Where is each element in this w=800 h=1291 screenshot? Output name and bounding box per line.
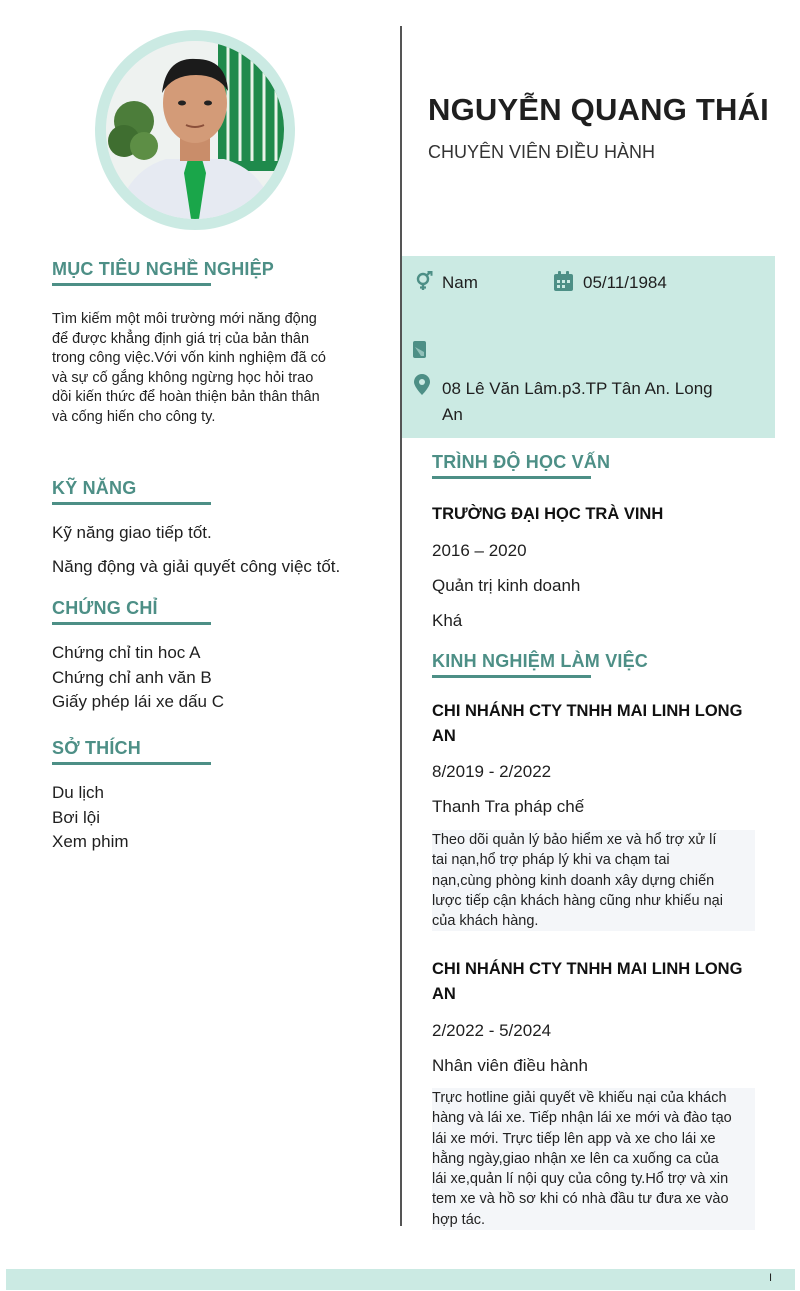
job-desc-line: tem xe và hồ sơ khi có nhà đầu tư đưa xe vào [432, 1191, 729, 1208]
address-line-2: An [442, 405, 463, 424]
hobby-item: Du lịch [52, 783, 104, 802]
job-desc-line: lái xe mới. Trực tiếp lên app và xe cho lái xe [432, 1130, 716, 1147]
certificate-item: Chứng chỉ anh văn B [52, 667, 212, 687]
objective-line: để được khẳng định giá trị của bản thân [52, 330, 310, 347]
skills-underline [52, 502, 211, 505]
candidate-name: NGUYỄN QUANG THÁI [428, 92, 769, 127]
objective-underline [52, 283, 211, 286]
job-position: Thanh Tra pháp chế [432, 797, 585, 816]
job-description [432, 1088, 755, 1230]
dob-value: 05/11/1984 [583, 273, 667, 292]
column-divider [400, 26, 402, 1226]
education-school: TRƯỜNG ĐẠI HỌC TRÀ VINH [432, 505, 664, 523]
experience-underline [432, 675, 591, 678]
location-icon [414, 374, 430, 395]
experience-title: KINH NGHIỆM LÀM VIỆC [432, 651, 649, 671]
skills-title: KỸ NĂNG [52, 478, 137, 498]
hobbies-title: SỞ THÍCH [52, 738, 141, 758]
hobbies-list [52, 781, 129, 855]
job-desc-line: lược tiếp cận khách hàng cũng như khiếu nại [432, 892, 723, 909]
hobby-item: Xem phim [52, 832, 129, 851]
education-underline [432, 476, 591, 479]
job-desc-line: tai nạn,hổ trợ pháp lý khi va chạm tai [432, 852, 670, 869]
objective-line: và cống hiến cho công ty. [52, 408, 216, 425]
certificates-underline [52, 622, 211, 625]
job-company-line: AN [432, 726, 456, 745]
job-period: 2/2022 - 5/2024 [432, 1021, 552, 1040]
certificates-title: CHỨNG CHỈ [52, 598, 158, 618]
education-period: 2016 – 2020 [432, 541, 527, 560]
education-grade: Khá [432, 611, 463, 630]
gender-value: Nam [442, 273, 478, 292]
job-description [432, 830, 755, 931]
phone-icon [413, 341, 426, 358]
job-desc-line: nạn,cùng phòng kinh doanh xây dựng chiến [432, 872, 715, 889]
job-desc-line: lái xe,quản lí nội quy của công ty.Hổ trợ và xin [432, 1171, 729, 1188]
address [442, 376, 713, 428]
certificate-item: Chứng chỉ tin hoc A [52, 643, 201, 662]
candidate-role: CHUYÊN VIÊN ĐIỀU HÀNH [428, 142, 656, 162]
calendar-icon [554, 271, 573, 291]
job-company-line: CHI NHÁNH CTY TNHH MAI LINH LONG [432, 960, 743, 978]
job-company-line: CHI NHÁNH CTY TNHH MAI LINH LONG [432, 702, 743, 720]
job-desc-line: hàng và lái xe. Tiếp nhận lái xe mới và đào tạo [432, 1110, 732, 1127]
gender-icon [413, 271, 433, 291]
skill-item: Kỹ năng giao tiếp tốt. [52, 523, 212, 542]
skill-item: Năng động và giải quyết công việc tốt. [52, 557, 341, 576]
page-mark: I [769, 1272, 773, 1284]
address-line-1: 08 Lê Văn Lâm.p3.TP Tân An. Long [442, 379, 713, 398]
job-desc-line: hằng ngày,giao nhận xe lên ca xuống ca của [432, 1150, 719, 1167]
certificate-item: Giấy phép lái xe dấu C [52, 692, 224, 711]
job-desc-line: hợp tác. [432, 1211, 486, 1228]
footer-bar [6, 1269, 795, 1290]
job-position: Nhân viên điều hành [432, 1056, 588, 1075]
objective-line: và sự cố gắng không ngừng học hỏi trao [52, 369, 314, 386]
objective-line: trong công việc.Với vốn kinh nghiệm đã có [52, 350, 326, 367]
objective-text [52, 310, 382, 428]
objective-title: MỤC TIÊU NGHỀ NGHIỆP [52, 259, 275, 279]
job-desc-line: Theo dõi quản lý bảo hiểm xe và hổ trợ xử lí [432, 832, 717, 848]
education-title: TRÌNH ĐỘ HỌC VẤN [432, 452, 611, 472]
certificates-list [52, 641, 224, 715]
hobbies-underline [52, 762, 211, 765]
job-company-line: AN [432, 984, 456, 1003]
job-company [432, 957, 762, 1006]
job-company [432, 699, 762, 748]
hobby-item: Bơi lội [52, 807, 100, 827]
job-desc-line: của khách hàng. [432, 913, 539, 930]
education-major: Quản trị kinh doanh [432, 576, 581, 595]
job-desc-line: Trực hotline giải quyết về khiếu nại của khách [432, 1090, 727, 1106]
job-period: 8/2019 - 2/2022 [432, 762, 552, 781]
avatar [106, 41, 284, 219]
objective-line: dồi kiến thức để hoàn thiện bản thân thân [52, 389, 320, 406]
objective-line: Tìm kiếm một môi trường mới năng động [52, 311, 317, 327]
